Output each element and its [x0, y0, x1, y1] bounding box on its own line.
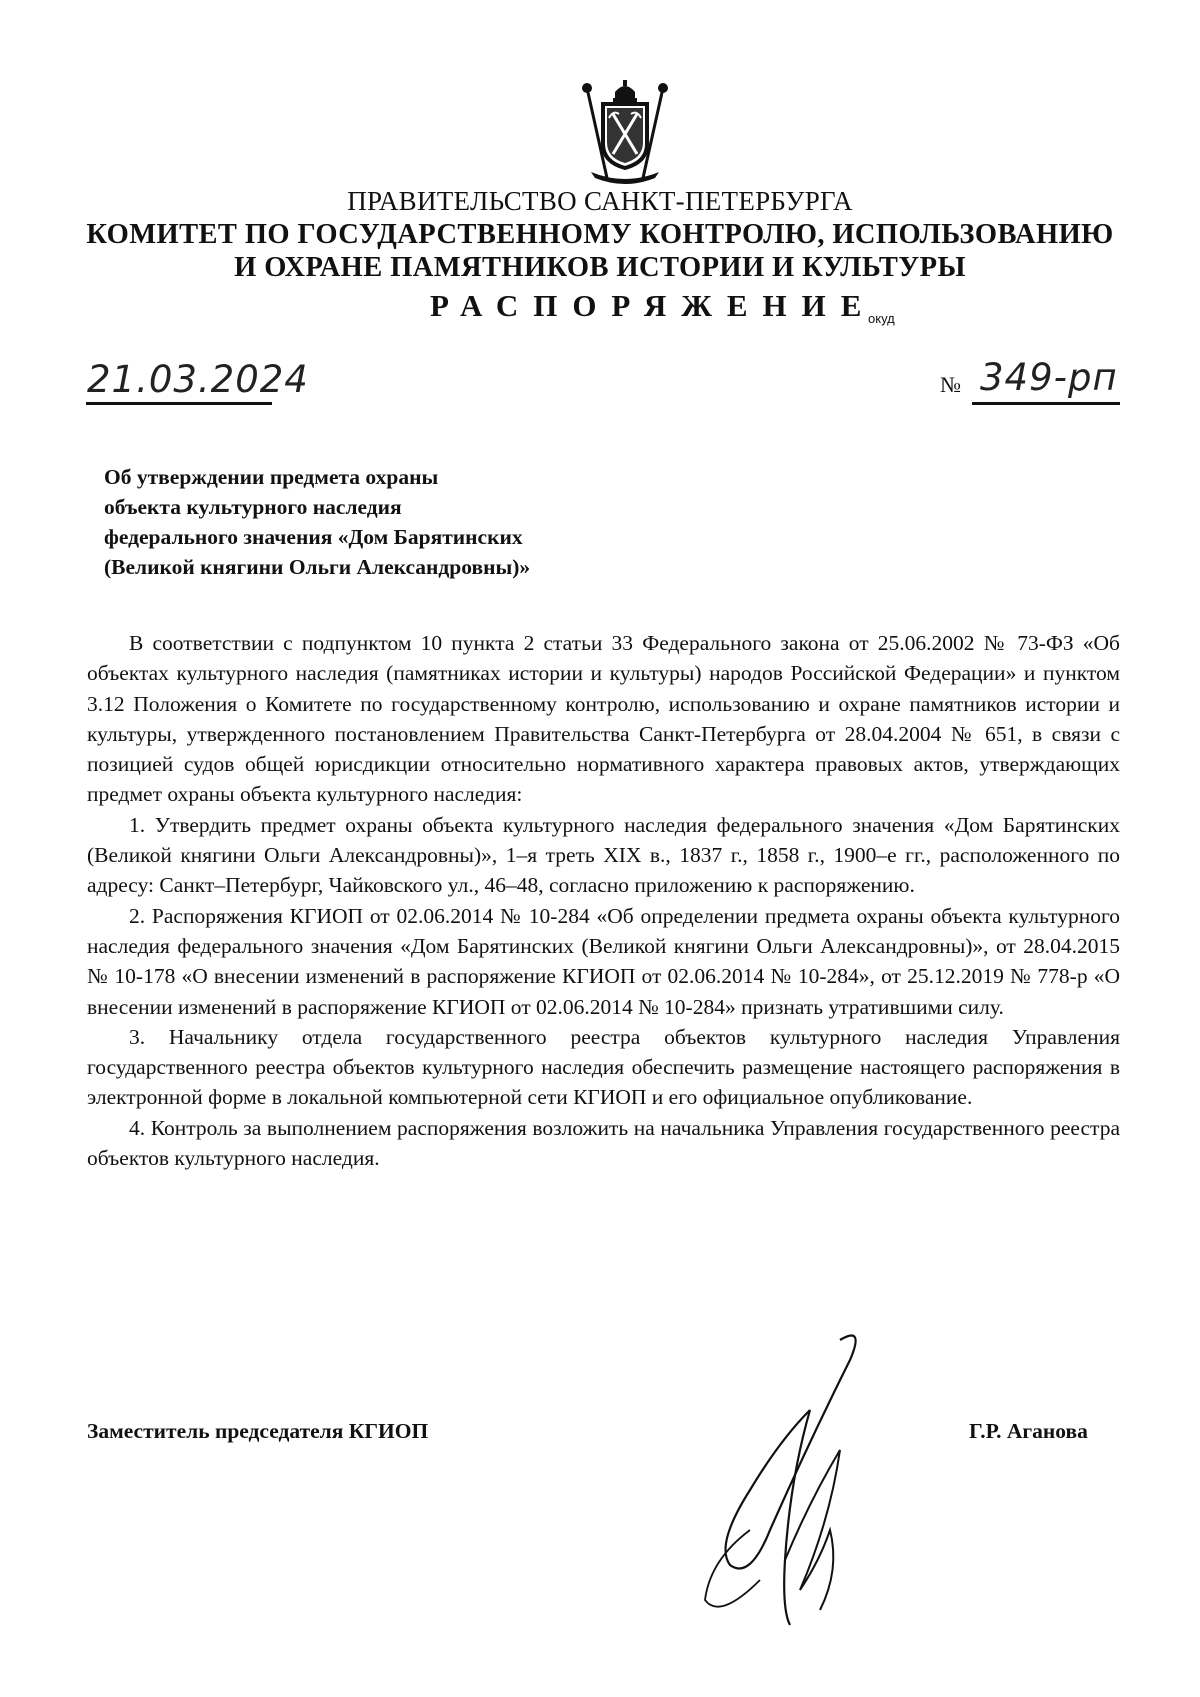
committee-name-line1: КОМИТЕТ ПО ГОСУДАРСТВЕННОМУ КОНТРОЛЮ, ИСПОЛЬЗОВАНИЮ — [86, 219, 1114, 250]
item-paragraph: 4. Контроль за выполнением распоряжения возложить на начальника Управления государственного реестра объектов культурного наследия. — [87, 1115, 1120, 1171]
preamble-paragraph: В соответствии с подпунктом 10 пункта 2 статьи 33 Федерального закона от 25.06.2002 № 73-ФЗ «Об объектах культурного наследия (памятниках истории и культуры) народов Российской Федерации» и пунктом 3.12 Положения о Комитете по государственному контролю, использованию и охране памятников истории и культуры, утвержденного постановлением Правительства Санкт-Петербурга от 28.04.2004 № 651, в связи с позицией судов общей юрисдикции относительно нормативного характера правовых актов, утверждающих предмет охраны объекта культурного наследия: — [87, 631, 1120, 807]
signatory-title: Заместитель председателя КГИОП — [87, 1419, 429, 1443]
subject-line: Об утверждении предмета охраны — [104, 465, 439, 489]
item-paragraph: 2. Распоряжения КГИОП от 02.06.2014 № 10-284 «Об определении предмета охраны объекта культурного наследия федерального значения «Дом Барятинских (Великой княгини Ольги Александровны)», от 28.04.2015 № 10-178 «О внесении изменений в распоряжение КГИОП от 02.06.2014 № 10-284», от 25.12.2019 № 778-р «О внесении изменений в распоряжение КГИОП от 02.06.2014 № 10-284» признать утратившими силу. — [87, 903, 1120, 1019]
document-subject — [104, 462, 754, 582]
signature-icon — [690, 1330, 910, 1630]
document-number: 349-рп — [980, 356, 1118, 399]
subject-line: федерального значения «Дом Барятинских — [104, 525, 523, 549]
number-underline — [972, 402, 1120, 405]
date-underline — [86, 402, 272, 405]
number-label: № — [940, 372, 961, 397]
document-body — [87, 628, 1120, 1173]
subject-line: объекта культурного наследия — [104, 495, 402, 519]
government-title: ПРАВИТЕЛЬСТВО САНКТ-ПЕТЕРБУРГА — [347, 186, 853, 216]
item-paragraph: 1. Утвердить предмет охраны объекта культурного наследия федерального значения «Дом Барятинских (Великой княгини Ольги Александровны)», 1–я треть XIX в., 1837 г., 1858 г., 1900–е гг., расположенного по адресу: Санкт–Петербург, Чайковского ул., 46–48, согласно приложению к распоряжению. — [87, 812, 1120, 898]
okud-label: окуд — [868, 311, 895, 326]
signatory-name: Г.Р. Аганова — [969, 1419, 1088, 1443]
item-paragraph: 3. Начальнику отдела государственного реестра объектов культурного наследия Управления государственного реестра объектов культурного наследия обеспечить размещение настоящего распоряжения в электронной форме в локальной компьютерной сети КГИОП и его официальное опубликование. — [87, 1024, 1120, 1110]
coat-of-arms-icon — [577, 78, 673, 184]
committee-name-line2: И ОХРАНЕ ПАМЯТНИКОВ ИСТОРИИ И КУЛЬТУРЫ — [234, 252, 966, 283]
subject-line: (Великой княгини Ольги Александровны)» — [104, 555, 531, 579]
document-type: РАСПОРЯЖЕНИЕ — [430, 288, 877, 323]
document-date: 21.03.2024 — [87, 358, 309, 401]
